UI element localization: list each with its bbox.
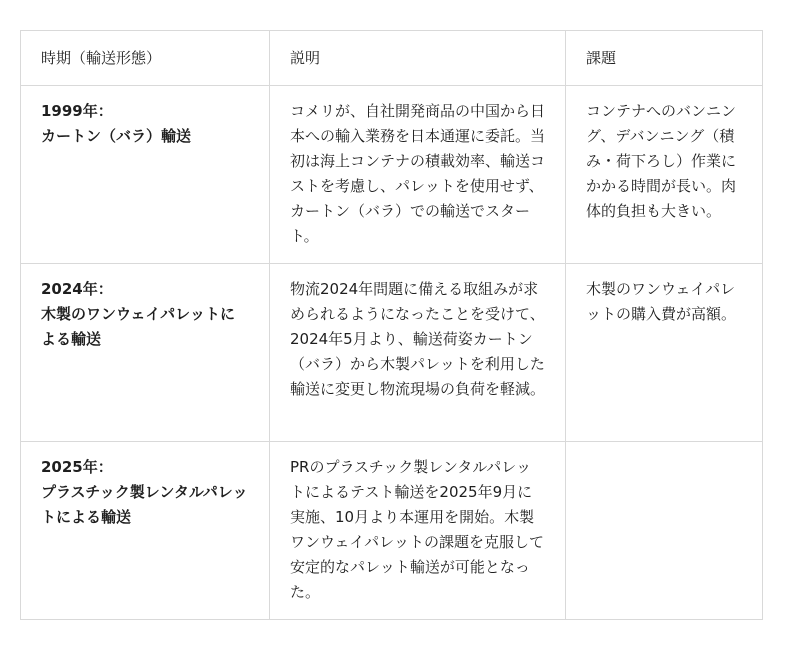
transport-history-table xyxy=(20,30,763,620)
issue-text: コンテナへのバンニング、デバンニング（積み・荷下ろし）作業にかかる時間が長い。肉体的負担も大きい。 xyxy=(586,102,737,220)
period-year: 2024年： xyxy=(41,280,113,298)
header-issue: 課題 xyxy=(566,31,763,86)
transport-history-table-container xyxy=(20,30,762,620)
description-cell xyxy=(270,442,566,620)
table-row xyxy=(21,264,763,442)
period-mode: カートン（バラ）輸送 xyxy=(41,127,192,145)
table-header-row xyxy=(21,31,763,86)
period-cell xyxy=(21,442,270,620)
period-mode: 木製のワンウェイパレットによる輸送 xyxy=(41,305,235,348)
issue-text: 木製のワンウェイパレットの購入費が高額。 xyxy=(586,280,737,323)
description-cell xyxy=(270,86,566,264)
description-text: 物流2024年問題に備える取組みが求められるようになったことを受けて、2024年5月より、輸送荷姿カートン（バラ）から木製パレットを利用した輸送に変更し物流現場の負荷を軽減。 xyxy=(290,280,546,398)
table-row xyxy=(21,442,763,620)
description-text: コメリが、自社開発商品の中国から日本への輸入業務を日本通運に委託。当初は海上コンテナの積載効率、輸送コストを考慮し、パレットを使用せず、カートン（バラ）での輸送でスタート。 xyxy=(290,102,546,245)
table-row xyxy=(21,86,763,264)
period-year: 2025年： xyxy=(41,458,113,476)
description-text: PRのプラスチック製レンタルパレットによるテスト輸送を2025年9月に実施、10月より本運用を開始。木製ワンウェイパレットの課題を克服して安定的なパレット輸送が可能となった。 xyxy=(290,458,544,601)
period-cell xyxy=(21,264,270,442)
issue-cell xyxy=(566,442,763,620)
header-period: 時期（輸送形態） xyxy=(21,31,270,86)
issue-cell xyxy=(566,264,763,442)
period-year: 1999年： xyxy=(41,102,113,120)
header-description: 説明 xyxy=(270,31,566,86)
issue-cell xyxy=(566,86,763,264)
description-cell xyxy=(270,264,566,442)
period-mode: プラスチック製レンタルパレットによる輸送 xyxy=(41,483,248,526)
period-cell xyxy=(21,86,270,264)
